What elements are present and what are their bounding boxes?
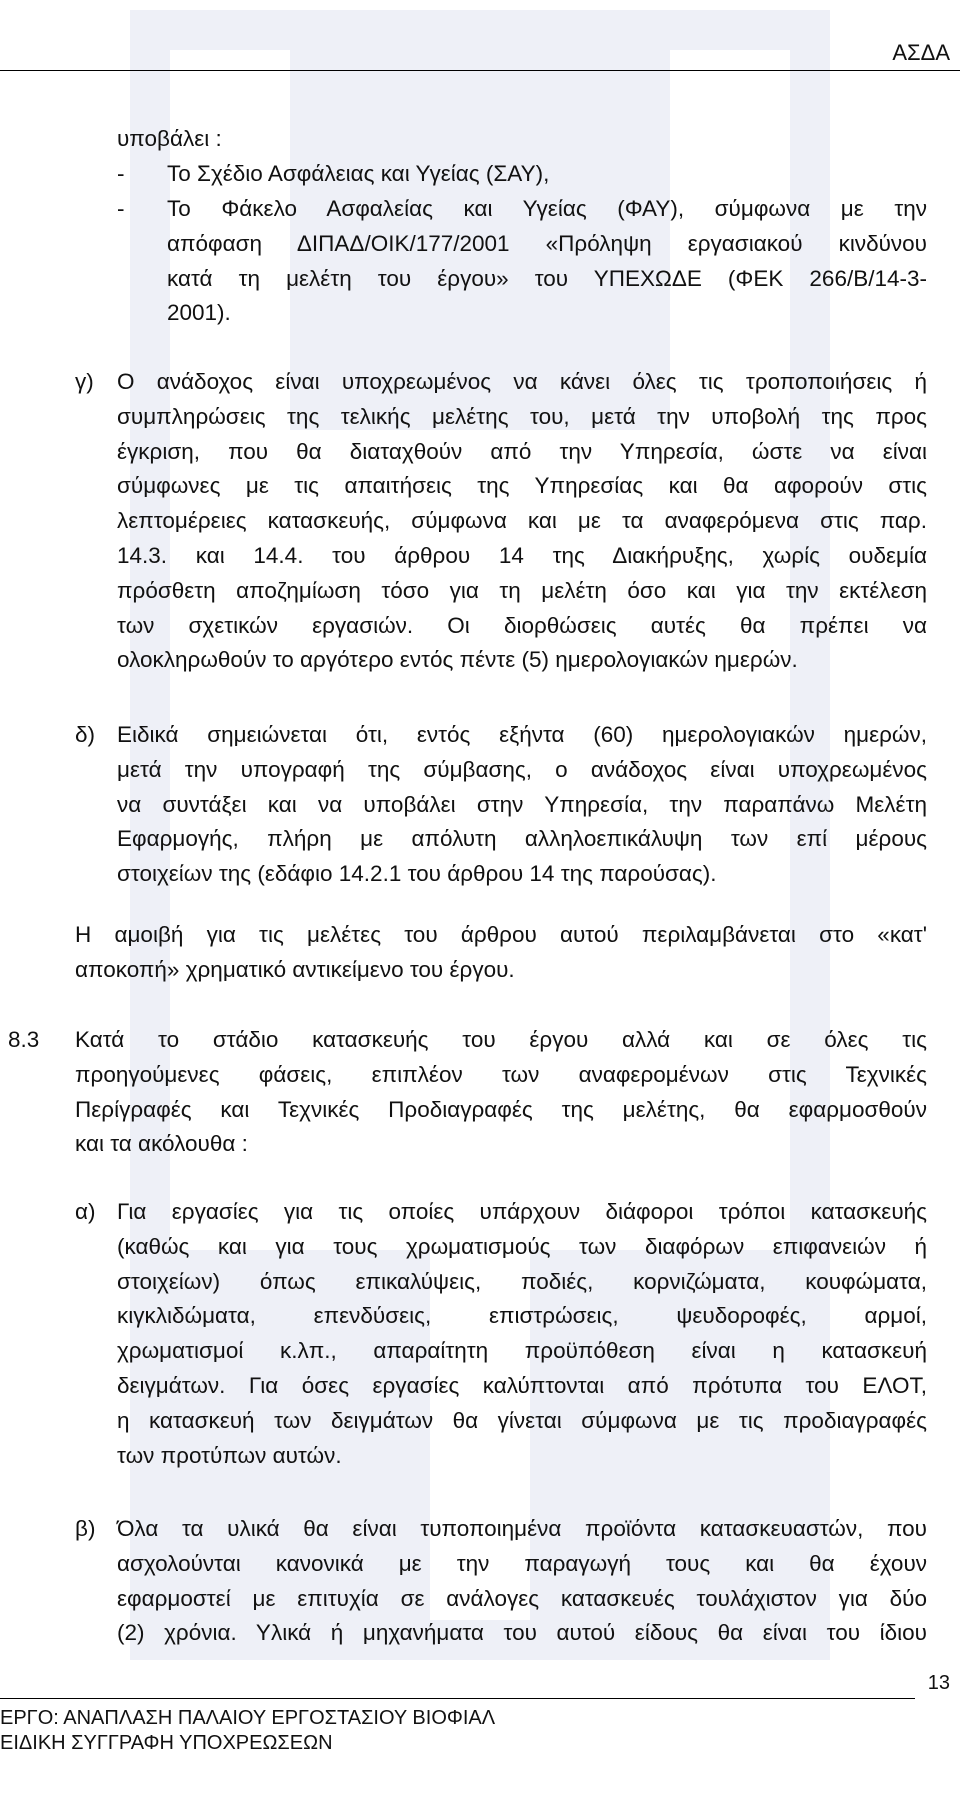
text-line: (καθώς και για τους χρωματισμούς των διαφόρων επιφανειών ή: [117, 1233, 927, 1259]
list-item-sas: [167, 157, 927, 192]
paragraph-label-g: γ): [75, 369, 94, 394]
text-line: Ο ανάδοχος είναι υποχρεωμένος να κάνει όλες τις τροποποιήσεις ή: [117, 369, 927, 394]
paragraph-label-a: α): [75, 1199, 96, 1224]
text-line: πρόσθετη αποζημίωση τόσο για τη μελέτη όσο και για την εκτέλεση: [117, 577, 927, 603]
text-line: Η αμοιβή για τις μελέτες του άρθρου αυτού περιλαμβάνεται στο «κατ': [75, 922, 927, 947]
paragraph-b: [117, 1512, 927, 1651]
text-line: στοιχείων) όπως επικαλύψεις, ποδιές, κορνιζώματα, κουφώματα,: [117, 1268, 927, 1294]
paragraph-label-d: δ): [75, 722, 96, 747]
list-item-fay: [167, 192, 927, 331]
text-line: έγκριση, που θα διαταχθούν από την Υπηρεσία, ώστε να είναι: [117, 438, 927, 464]
text-line: Όλα τα υλικά θα είναι τυποποιημένα προϊόντα κατασκευαστών, που: [117, 1516, 927, 1541]
paragraph-a: [117, 1195, 927, 1473]
text-line: 2001).: [167, 300, 231, 326]
text-line: σύμφωνες με τις απαιτήσεις της Υπηρεσίας και θα αφορούν στις: [117, 473, 927, 499]
text-line: 14.3. και 14.4. του άρθρου 14 της Διακήρυξης, χωρίς ουδεμία: [117, 542, 927, 568]
text-line: Εφαρμογής, πλήρη με απόλυτη αλληλοεπικάλυψη των επί μέρους: [117, 826, 927, 852]
section-number: 8.3: [8, 1027, 40, 1052]
text-line: λεπτομέρειες κατασκευής, σύμφωνα και με τα αναφερόμενα στις παρ.: [117, 508, 927, 534]
text-line: μετά την υπογραφή της σύμβασης, ο ανάδοχος είναι υποχρεωμένος: [117, 756, 927, 782]
continuation-intro: υποβάλει :: [117, 126, 222, 151]
footer-rule: [0, 1698, 915, 1699]
text-line: κατά τη μελέτη του έργου» του ΥΠΕΧΩΔΕ (ΦΕΚ 266/Β/14-3-: [167, 265, 927, 291]
text-line: η κατασκευή των δειγμάτων θα γίνεται σύμφωνα με τις προδιαγραφές: [117, 1407, 927, 1433]
payment-paragraph: [75, 918, 927, 988]
text-line: Κατά το στάδιο κατασκευής του έργου αλλά και σε όλες τις: [75, 1027, 927, 1052]
text-line: ασχολούνται κανονικά με την παραγωγή τους και θα έχουν: [117, 1550, 927, 1576]
text-line: Για εργασίες για τις οποίες υπάρχουν διάφοροι τρόποι κατασκευής: [117, 1199, 927, 1224]
header-organization: ΑΣΔΑ: [892, 40, 950, 65]
header-rule: [0, 70, 960, 71]
text-line: συμπληρώσεις της τελικής μελέτης του, μετά την υποβολή της προς: [117, 403, 927, 429]
text-line: των σχετικών εργασιών. Οι διορθώσεις αυτές θα πρέπει να: [117, 612, 927, 638]
text-line: δειγμάτων. Για όσες εργασίες καλύπτονται από πρότυπα του ΕΛΟΤ,: [117, 1372, 927, 1398]
list-item-marker: -: [117, 161, 125, 186]
text-line: προηγούμενες φάσεις, επιπλέον των αναφερομένων στις Τεχνικές: [75, 1061, 927, 1087]
text-line: χρωματισμοί κ.λπ., απαραίτητη προϋπόθεση είναι η κατασκευή: [117, 1338, 927, 1364]
text-line: στοιχείων της (εδάφιο 14.2.1 του άρθρου 14 της παρούσας).: [117, 861, 717, 887]
text-line: και τα ακόλουθα :: [75, 1131, 248, 1157]
text-line: αποκοπή» χρηματικό αντικείμενο του έργου.: [75, 956, 515, 982]
text-line: Περίγραφές και Τεχνικές Προδιαγραφές της μελέτης, θα εφαρμοσθούν: [75, 1096, 927, 1122]
page-number: 13: [927, 1672, 950, 1694]
text-line: απόφαση ΔΙΠΑΔ/ΟΙΚ/177/2001 «Πρόληψη εργασιακού κινδύνου: [167, 230, 927, 256]
text-line: Ειδικά σημειώνεται ότι, εντός εξήντα (60) ημερολογιακών ημερών,: [117, 722, 927, 747]
text-line: Το Σχέδιο Ασφάλειας και Υγείας (ΣΑΥ),: [167, 161, 550, 186]
text-line: κιγκλιδώματα, επενδύσεις, επιστρώσεις, ψευδοροφές, αρμοί,: [117, 1303, 927, 1329]
section-8-3: [75, 1023, 927, 1162]
paragraph-g: [117, 365, 927, 678]
text-line: ολοκληρωθούν το αργότερο εντός πέντε (5) ημερολογιακών ημερών.: [117, 647, 798, 673]
text-line: (2) χρόνια. Υλικά ή μηχανήματα του αυτού είδους θα είναι του ίδιου: [117, 1620, 927, 1646]
text-line: των προτύπων αυτών.: [117, 1442, 342, 1468]
paragraph-d: [117, 718, 927, 892]
footer-project-title: ΕΡΓΟ: ΑΝΑΠΛΑΣΗ ΠΑΛΑΙΟΥ ΕΡΓΟΣΤΑΣΙΟΥ ΒΙΟΦΙΑΛ: [0, 1707, 496, 1729]
text-line: Το Φάκελο Ασφαλείας και Υγείας (ΦΑΥ), σύμφωνα με την: [167, 196, 927, 221]
list-item-marker: -: [117, 196, 125, 221]
text-line: να συντάξει και να υποβάλει στην Υπηρεσία, την παραπάνω Μελέτη: [117, 791, 927, 817]
text-line: εφαρμοστεί με επιτυχία σε ανάλογες κατασκευές τουλάχιστον για δύο: [117, 1585, 927, 1611]
footer-document-title: ΕΙΔΙΚΗ ΣΥΓΓΡΑΦΗ ΥΠΟΧΡΕΩΣΕΩΝ: [0, 1732, 333, 1754]
paragraph-label-b: β): [75, 1516, 96, 1541]
